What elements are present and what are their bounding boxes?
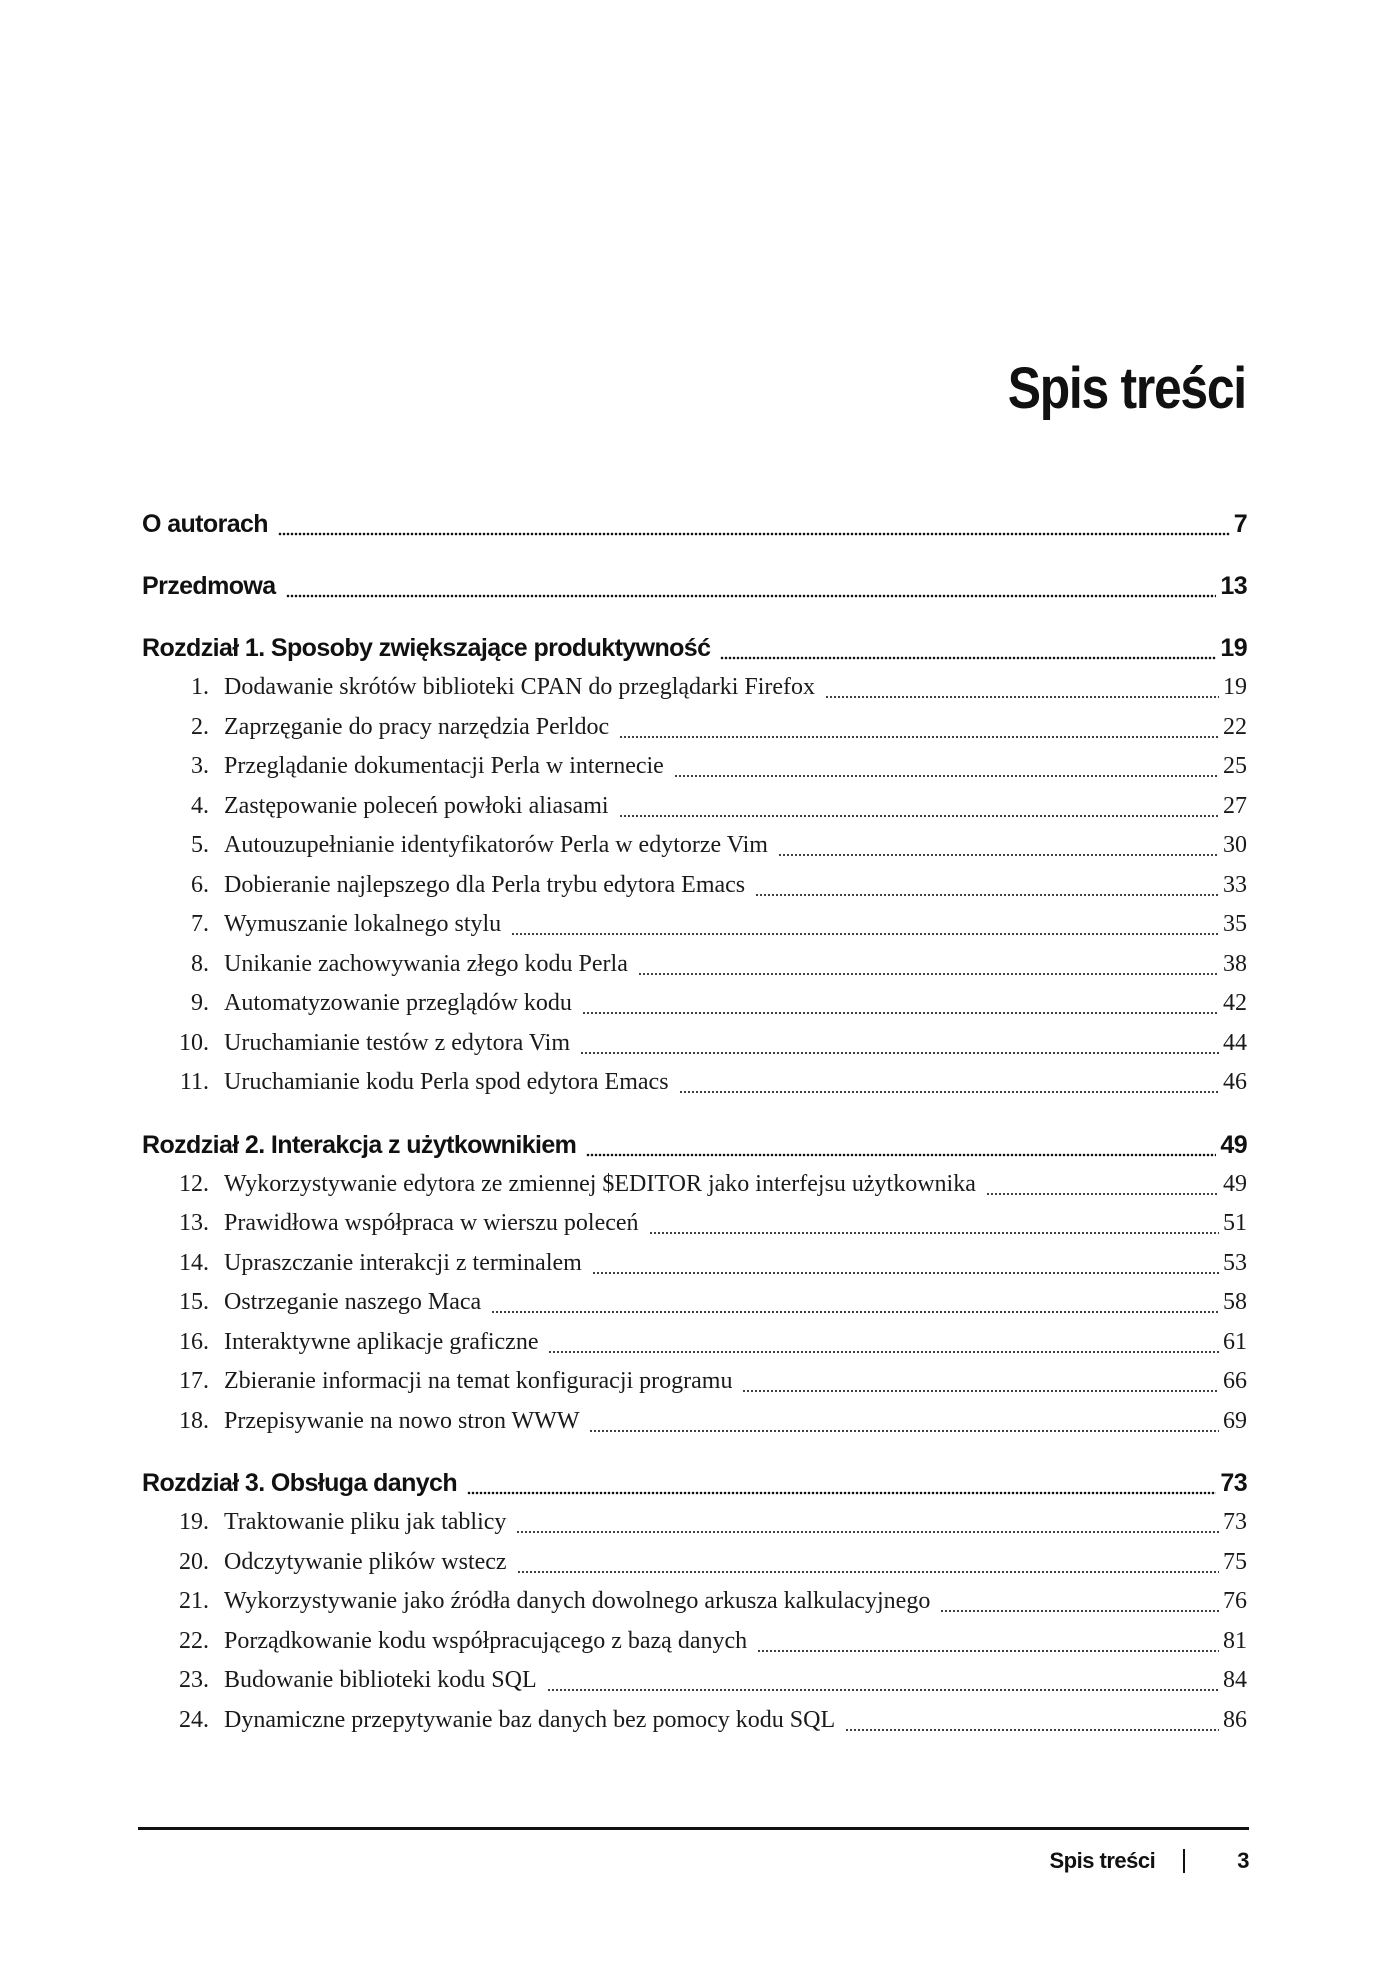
toc-entry-number: 16. (179, 1328, 209, 1355)
toc-section-entry (142, 787, 1247, 827)
toc-entry-number: 5. (191, 832, 209, 858)
toc-entry-number: 20. (179, 1548, 209, 1575)
toc-section-entry (142, 1063, 1247, 1103)
toc-section-entry (142, 1244, 1247, 1284)
toc-entry-page-number: 42 (1223, 990, 1247, 1016)
toc-entry-page-number: 69 (1223, 1407, 1247, 1434)
toc-entry-number: 10. (179, 1029, 209, 1056)
toc-entry-page-number: 13 (1220, 572, 1247, 600)
dot-leader (548, 1323, 1219, 1363)
toc-section-entry (142, 1165, 1247, 1205)
toc-entry-page-number: 76 (1223, 1588, 1247, 1614)
toc-entry-title: Prawidłowa współpraca w wierszu poleceń (224, 1210, 639, 1236)
toc-entry-number: 17. (179, 1368, 209, 1394)
toc-entry-number: 4. (191, 792, 209, 819)
toc-entry-title: Unikanie zachowywania złego kodu Perla (224, 950, 628, 977)
toc-entry-page-number: 49 (1223, 1170, 1247, 1197)
toc-entry-number: 19. (179, 1509, 209, 1535)
toc-section-entry (142, 1503, 1247, 1543)
toc-entry-title: Przeglądanie dokumentacji Perla w internecie (224, 753, 664, 779)
toc-chapter-entry (142, 1126, 1247, 1165)
dot-leader (845, 1701, 1219, 1741)
toc-section-entry (142, 1701, 1247, 1741)
dot-leader (582, 984, 1219, 1024)
toc-entry-number: 12. (179, 1170, 209, 1197)
toc-entry-number: 7. (191, 911, 209, 937)
toc-entry-page-number: 7 (1233, 510, 1247, 538)
dot-leader (580, 1024, 1219, 1064)
toc-entry-number: 11. (179, 1069, 209, 1095)
toc-entry-number: 24. (179, 1706, 209, 1733)
toc-entry-title: Autouzupełnianie identyfikatorów Perla w edytorze Vim (224, 832, 768, 858)
toc-entry-title: Rozdział 2. Interakcja z użytkownikiem (142, 1130, 577, 1159)
dot-leader (547, 1661, 1219, 1701)
toc-entry-page-number: 44 (1223, 1029, 1247, 1056)
toc-entry-page-number: 66 (1223, 1368, 1247, 1394)
toc-entry-number: 14. (179, 1249, 209, 1276)
toc-entry-page-number: 30 (1223, 832, 1247, 858)
toc-entry-title: Budowanie biblioteki kodu SQL (224, 1667, 537, 1693)
toc-chapter-entry (142, 567, 1247, 606)
toc-section-entry (142, 1323, 1247, 1363)
toc-section-entry (142, 708, 1247, 748)
dot-leader (755, 866, 1219, 906)
toc-entry-page-number: 19 (1223, 674, 1247, 700)
footer-section-title: Spis treści (1049, 1848, 1156, 1873)
toc-entry-page-number: 84 (1223, 1667, 1247, 1693)
toc-entry-title: Odczytywanie plików wstecz (224, 1548, 507, 1575)
footer-rule (138, 1827, 1249, 1830)
toc-entry-number: 21. (179, 1588, 209, 1614)
toc-chapter-entry (142, 1464, 1247, 1503)
toc-entry-page-number: 53 (1223, 1249, 1247, 1276)
dot-leader (825, 668, 1219, 708)
toc-chapter-entry (142, 629, 1247, 668)
toc-entry-title: Przedmowa (142, 572, 276, 600)
toc-section-entry (142, 905, 1247, 945)
toc-section-entry (142, 1543, 1247, 1583)
toc-section-entry (142, 984, 1247, 1024)
dot-leader (517, 1543, 1219, 1583)
dot-leader (720, 629, 1216, 668)
toc-entry-page-number: 86 (1223, 1706, 1247, 1733)
dot-leader (516, 1503, 1219, 1543)
toc-entry-number: 13. (179, 1210, 209, 1236)
toc-entry-number: 2. (191, 713, 209, 740)
toc-entry-title: Dynamiczne przepytywanie baz danych bez pomocy kodu SQL (224, 1706, 836, 1733)
dot-leader (674, 747, 1219, 787)
dot-leader (638, 945, 1219, 985)
toc-entry-title: Wymuszanie lokalnego stylu (224, 911, 502, 937)
toc-section-entry (142, 1024, 1247, 1064)
toc-entry-title: Porządkowanie kodu współpracującego z bazą danych (224, 1627, 748, 1654)
page-footer (1049, 1848, 1249, 1874)
toc-entry-page-number: 73 (1223, 1509, 1247, 1535)
toc-section-entry (142, 1582, 1247, 1622)
table-of-contents (142, 505, 1247, 1740)
dot-leader (757, 1622, 1219, 1662)
toc-entry-title: Przepisywanie na nowo stron WWW (224, 1407, 580, 1434)
dot-leader (467, 1464, 1216, 1503)
dot-leader (511, 905, 1219, 945)
toc-entry-title: Uruchamianie testów z edytora Vim (224, 1029, 571, 1056)
page-title: Spis treści (1007, 356, 1246, 421)
toc-entry-number: 8. (191, 950, 209, 977)
toc-entry-title: Dodawanie skrótów biblioteki CPAN do przeglądarki Firefox (224, 674, 816, 700)
dot-leader (778, 826, 1219, 866)
toc-entry-page-number: 46 (1223, 1069, 1247, 1095)
dot-leader (286, 567, 1217, 606)
toc-entry-page-number: 75 (1223, 1548, 1247, 1575)
toc-entry-page-number: 81 (1223, 1627, 1247, 1654)
toc-entry-number: 1. (191, 674, 209, 700)
toc-entry-number: 3. (191, 753, 209, 779)
toc-entry-number: 6. (191, 871, 209, 898)
toc-entry-title: Traktowanie pliku jak tablicy (224, 1509, 507, 1535)
toc-entry-title: Dobieranie najlepszego dla Perla trybu edytora Emacs (224, 871, 746, 898)
toc-section-entry (142, 1402, 1247, 1442)
toc-section-entry (142, 747, 1247, 787)
toc-entry-title: Rozdział 3. Obsługa danych (142, 1469, 458, 1497)
toc-section-entry (142, 1283, 1247, 1323)
dot-leader (592, 1244, 1219, 1284)
toc-section-entry (142, 1362, 1247, 1402)
toc-section-entry (142, 866, 1247, 906)
toc-entry-page-number: 22 (1223, 713, 1247, 740)
toc-entry-page-number: 25 (1223, 753, 1247, 779)
dot-leader (619, 708, 1219, 748)
dot-leader (940, 1582, 1219, 1622)
toc-entry-page-number: 38 (1223, 950, 1247, 977)
footer-separator (1183, 1849, 1185, 1873)
toc-entry-page-number: 49 (1220, 1130, 1247, 1159)
toc-section-entry (142, 1661, 1247, 1701)
dot-leader (742, 1362, 1219, 1402)
toc-entry-page-number: 61 (1223, 1328, 1247, 1355)
toc-entry-title: Interaktywne aplikacje graficzne (224, 1328, 539, 1355)
toc-section-entry (142, 1622, 1247, 1662)
dot-leader (619, 787, 1219, 827)
toc-entry-number: 18. (179, 1407, 209, 1434)
toc-entry-title: Wykorzystywanie edytora ze zmiennej $EDITOR jako interfejsu użytkownika (224, 1170, 976, 1197)
footer-page-number: 3 (1237, 1848, 1249, 1873)
toc-section-entry (142, 945, 1247, 985)
toc-entry-title: Automatyzowanie przeglądów kodu (224, 990, 572, 1016)
dot-leader (679, 1063, 1219, 1103)
toc-entry-title: Wykorzystywanie jako źródła danych dowolnego arkusza kalkulacyjnego (224, 1588, 931, 1614)
toc-entry-page-number: 73 (1220, 1469, 1247, 1497)
toc-entry-number: 22. (179, 1627, 209, 1654)
toc-entry-title: Upraszczanie interakcji z terminalem (224, 1249, 582, 1276)
toc-entry-page-number: 58 (1223, 1289, 1247, 1315)
dot-leader (589, 1402, 1219, 1442)
toc-entry-page-number: 35 (1223, 911, 1247, 937)
toc-entry-title: Zastępowanie poleceń powłoki aliasami (224, 792, 609, 819)
toc-entry-page-number: 51 (1223, 1210, 1247, 1236)
toc-entry-title: Zbieranie informacji na temat konfiguracji programu (224, 1368, 733, 1394)
toc-entry-number: 9. (191, 990, 209, 1016)
toc-entry-page-number: 27 (1223, 792, 1247, 819)
dot-leader (586, 1126, 1216, 1165)
dot-leader (278, 505, 1230, 544)
toc-entry-title: Rozdział 1. Sposoby zwiększające produktywność (142, 634, 711, 662)
toc-entry-number: 15. (179, 1289, 209, 1315)
toc-entry-number: 23. (179, 1667, 209, 1693)
dot-leader (986, 1165, 1219, 1205)
toc-entry-page-number: 19 (1220, 634, 1247, 662)
toc-entry-title: Ostrzeganie naszego Maca (224, 1289, 482, 1315)
toc-section-entry (142, 668, 1247, 708)
toc-entry-title: O autorach (142, 510, 268, 538)
dot-leader (649, 1204, 1219, 1244)
toc-entry-title: Zaprzęganie do pracy narzędzia Perldoc (224, 713, 610, 740)
dot-leader (491, 1283, 1219, 1323)
toc-section-entry (142, 826, 1247, 866)
toc-entry-title: Uruchamianie kodu Perla spod edytora Emacs (224, 1069, 669, 1095)
toc-entry-page-number: 33 (1223, 871, 1247, 898)
toc-chapter-entry (142, 505, 1247, 544)
toc-section-entry (142, 1204, 1247, 1244)
